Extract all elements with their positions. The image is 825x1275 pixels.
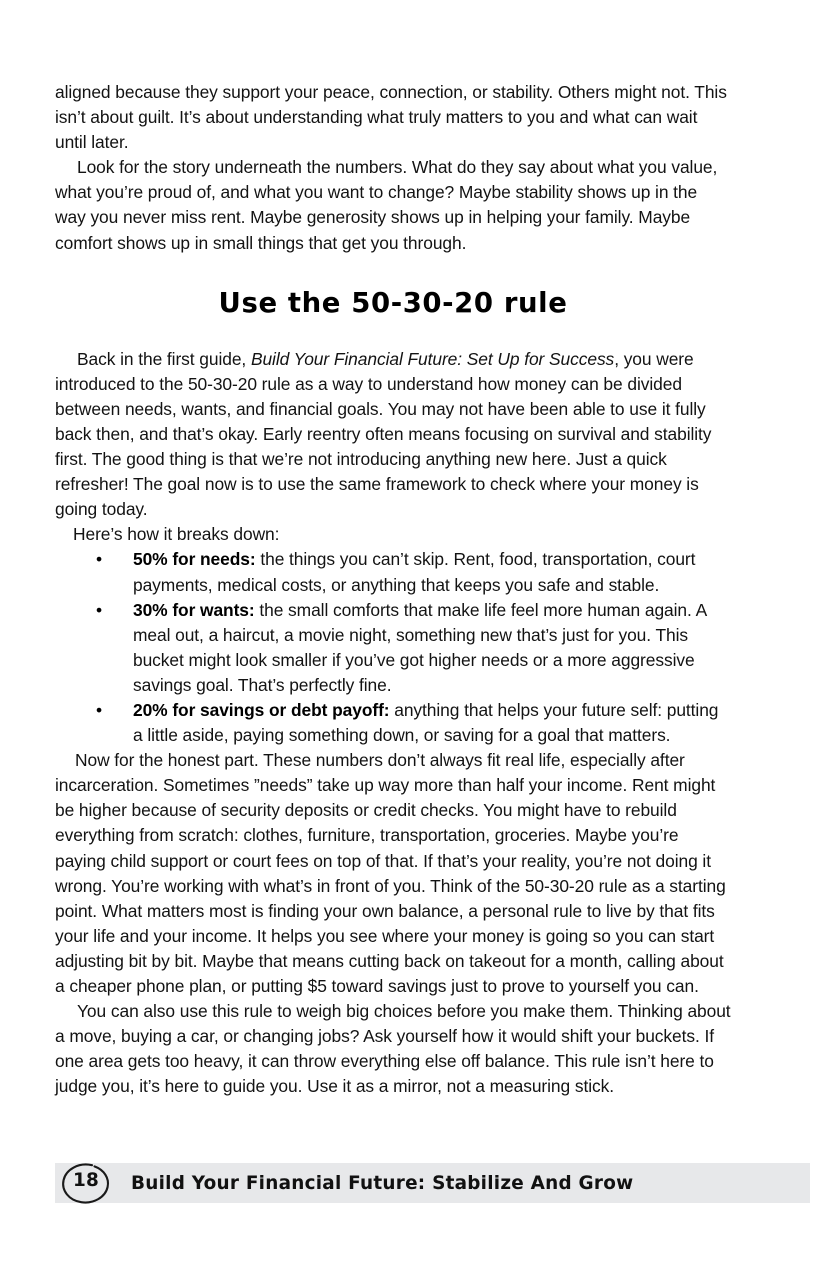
page-footer	[0, 1163, 825, 1207]
page-number-badge	[58, 1159, 114, 1207]
list-item-lead: 20% for savings or debt payoff:	[133, 699, 390, 720]
footer-book-title: Build Your Financial Future: Stabilize And Grow	[131, 1173, 634, 1194]
page-number: 18	[73, 1170, 99, 1191]
bullet-icon: •	[96, 599, 103, 620]
spacer-before-heading	[55, 256, 731, 286]
paragraph-tail-text: , you were introduced to the 50-30-20 rule as a way to understand how money can be divided between needs, wants, and financial goals. You may not have been able to use it fully back then, and that’s okay. Early reentry often means focusing on survival and stability first. The good thing is that we’re not introducing anything new here. Just a quick refresher! The goal now is to use the same framework to check where your money is going today.	[55, 348, 712, 520]
list-item	[55, 698, 731, 748]
page-title: Use the 50-30-20 rule	[218, 286, 568, 319]
paragraph-look-for-the-story: Look for the story underneath the numbers. What do they say about what you value, what you’re proud of, and what you want to change? Maybe stability shows up in the way you never miss rent. Maybe generosity shows up in helping your family. Maybe comfort shows up in small things that get you through.	[55, 157, 718, 253]
bullet-icon: •	[96, 549, 103, 570]
list-item	[55, 547, 731, 597]
list-item-text: the small comforts that make life feel more human again. A meal out, a haircut, a movie night, something new that’s just for you. This bucket might look smaller if you’ve got higher needs or a more aggressive savings goal. That’s perfectly fine.	[133, 599, 707, 695]
paragraph-back-in-the-first-guide	[55, 347, 731, 523]
book-title-italic: Build Your Financial Future: Set Up for Success	[250, 348, 615, 369]
paragraph-you-can-also-use-this-rule: You can also use this rule to weigh big choices before you make them. Thinking about a move, buying a car, or changing jobs? Ask yourself how it would shift your buckets. If one area gets too heavy, it can throw everything else off balance. This rule isn’t here to judge you, it’s here to guide you. Use it as a mirror, not a measuring stick.	[55, 1001, 731, 1097]
list-item	[55, 598, 731, 698]
list-item-lead: 30% for wants:	[133, 599, 255, 620]
paragraph-heres-how-it-breaks-down: Here’s how it breaks down:	[73, 524, 280, 545]
bullet-icon: •	[96, 699, 103, 720]
rule-bullet-list	[55, 547, 731, 748]
list-item-text: the things you can’t skip. Rent, food, transportation, court payments, medical costs, or anything that keeps you safe and stable.	[133, 549, 696, 595]
spacer-after-heading	[55, 320, 731, 347]
paragraph-lead-text: Back in the first guide,	[77, 348, 251, 369]
paragraph-aligned-because: aligned because they support your peace, connection, or stability. Others might not. This isn’t about guilt. It’s about understanding what truly matters to you and what can wait until later.	[55, 82, 727, 153]
page-content	[55, 80, 731, 1099]
list-item-lead: 50% for needs:	[133, 549, 256, 570]
list-item-text: anything that helps your future self: putting a little aside, paying something down, or saving for a goal that matters.	[133, 699, 719, 746]
paragraph-now-for-the-honest-part: Now for the honest part. These numbers don’t always fit real life, especially after incarceration. Sometimes ”needs” take up way more than half your income. Rent might be higher because of security deposits or credit checks. You might have to rebuild everything from scratch: clothes, furniture, transportation, groceries. Maybe you’re paying child support or court fees on top of that. If that’s your reality, you’re not doing it wrong. You’re working with what’s in front of you. Think of the 50-30-20 rule as a starting point. What matters most is finding your own balance, a personal rule to live by that fits your life and your income. It helps you see where your money is going so you can start adjusting bit by bit. Maybe that means cutting back on takeout for a month, calling about a cheaper phone plan, or putting $5 toward savings just to prove to yourself you can.	[55, 750, 726, 996]
